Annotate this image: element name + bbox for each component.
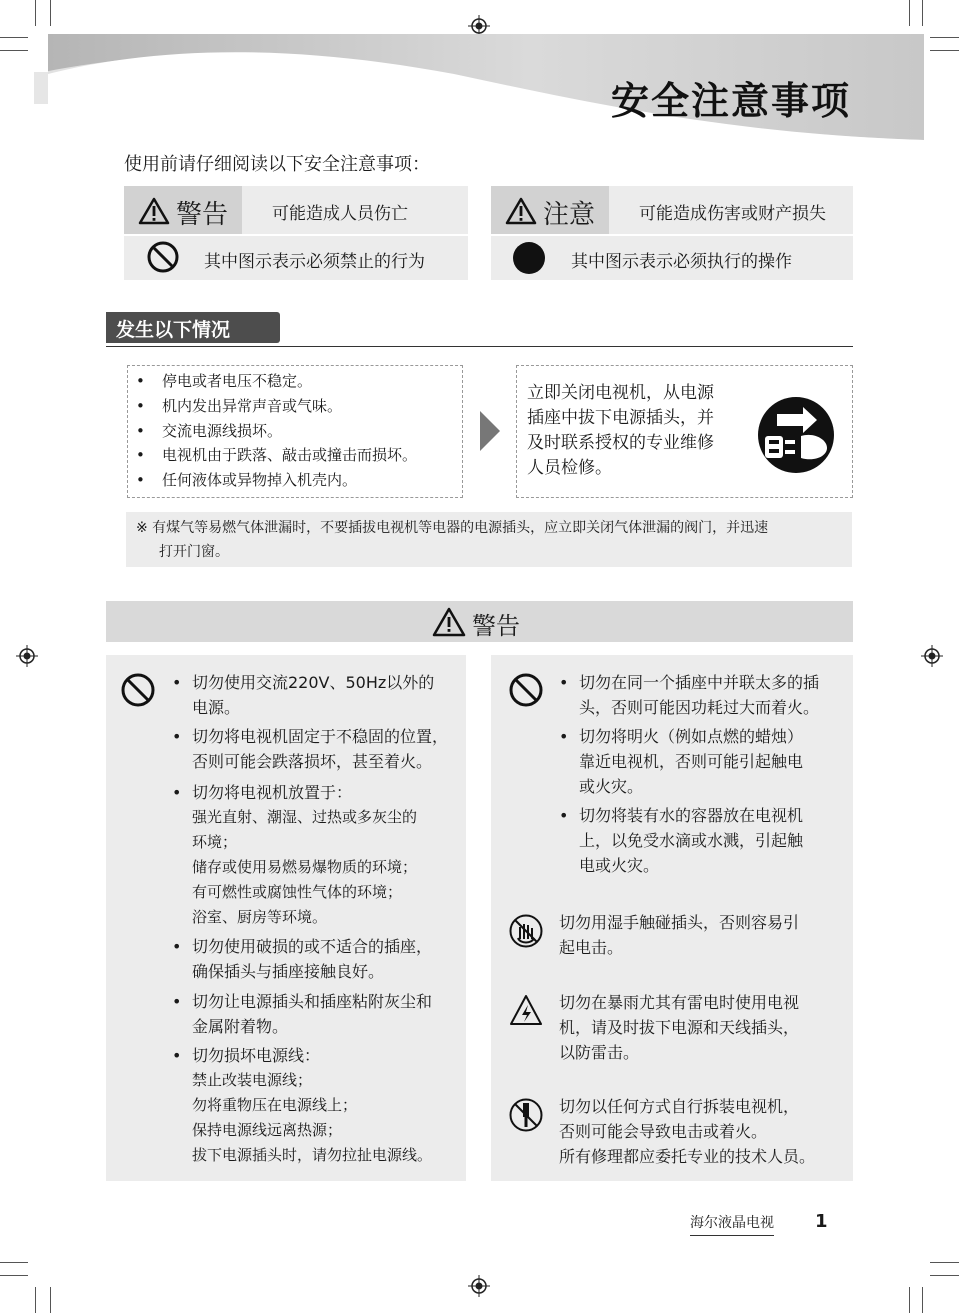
warning-section-bar	[106, 601, 853, 642]
list-item: • 切勿在同一个插座中并联太多的插 头，否则可能因功耗过大而着火。	[559, 670, 849, 720]
legend-warning-label	[124, 186, 242, 234]
crop-mark	[0, 50, 28, 51]
list-item: • 切勿损坏电源线： 禁止改装电源线； 勿将重物压在电源线上； 保持电源线远离热源； 拔下电源插头时，请勿拉扯电源线。	[172, 1043, 462, 1168]
prohibition-icon	[146, 240, 180, 274]
left-warning-list	[172, 670, 462, 1173]
legend-warning-title: 警告	[176, 200, 229, 230]
thunder-text: 切勿在暴雨尤其有雷电时使用电视 机，请及时拔下电源和天线插头， 以防雷击。	[559, 993, 800, 1062]
registration-mark-icon	[468, 1275, 490, 1297]
page-title: 安全注意事项	[610, 79, 851, 123]
lightning-warning-icon	[508, 993, 544, 1029]
situation-list	[128, 369, 462, 493]
action-text: 立即关闭电视机，从电源 插座中拔下电源插头，并 及时联系授权的专业维修 人员检修。	[527, 383, 714, 478]
legend-caution-desc: 可能造成伤害或财产损失	[639, 204, 826, 224]
unplug-icon	[757, 396, 835, 474]
list-item: • 电视机由于跌落、敲击或撞击而损坏。	[128, 443, 462, 468]
list-item: • 停电或者电压不稳定。	[128, 369, 462, 394]
list-item: • 切勿使用破损的或不适合的插座， 确保插头与插座接触良好。	[172, 934, 462, 984]
legend-prohibit-desc: 其中图示表示必须禁止的行为	[204, 252, 425, 272]
footer-brand: 海尔液晶电视	[690, 1212, 774, 1236]
crop-mark	[0, 1262, 28, 1263]
mandatory-action-icon	[512, 241, 546, 275]
crop-mark	[35, 1287, 36, 1313]
legend-caution-label	[491, 186, 609, 234]
list-item: • 切勿将电视机放置于： 强光直射、潮湿、过热或多灰尘的 环境； 储存或使用易燃易爆物质的环境； 有可燃性或腐蚀性气体的环境； 浴室、厨房等环境。	[172, 780, 462, 930]
list-item: • 切勿让电源插头和插座粘附灰尘和 金属附着物。	[172, 989, 462, 1039]
warning-right-panel	[491, 655, 853, 1181]
prohibition-icon	[120, 672, 156, 708]
crop-mark	[50, 0, 51, 26]
disassemble-text: 切勿以任何方式自行拆装电视机， 否则可能会导致电击或着火。 所有修理都应委托专业的技术人员。	[559, 1097, 816, 1166]
registration-mark-icon	[921, 645, 943, 667]
section-rule	[106, 346, 853, 347]
intro-text: 使用前请仔细阅读以下安全注意事项：	[124, 154, 430, 175]
crop-mark	[922, 1287, 923, 1313]
crop-mark	[35, 0, 36, 26]
list-item: • 切勿使用交流220V、50Hz以外的 电源。	[172, 670, 462, 720]
registration-mark-icon	[16, 645, 38, 667]
list-item: • 切勿将装有水的容器放在电视机 上，以免受水滴或水溅，引起触 电或火灾。	[559, 803, 849, 878]
section-heading: 发生以下情况	[106, 312, 280, 343]
gas-leak-note: ※ 有煤气等易燃气体泄漏时，不要插拔电视机等电器的电源插头，应立即关闭气体泄漏的阀门，并迅速 打开门窗。	[126, 512, 852, 567]
no-disassembly-icon	[508, 1097, 544, 1133]
list-item: • 切勿将电视机固定于不稳固的位置， 否则可能会跌落损坏，甚至着火。	[172, 724, 462, 774]
crop-mark	[909, 0, 910, 26]
situation-list-box	[127, 365, 463, 498]
list-item: • 机内发出异常声音或气味。	[128, 394, 462, 419]
right-warning-list	[559, 670, 849, 883]
crop-mark	[922, 0, 923, 26]
no-wet-hands-icon	[508, 913, 544, 949]
crop-mark	[930, 37, 959, 38]
legend-caution	[491, 186, 853, 280]
crop-mark	[930, 1262, 959, 1263]
legend-warning	[124, 186, 468, 280]
crop-mark	[50, 1287, 51, 1313]
crop-mark	[909, 1287, 910, 1313]
arrow-right-icon	[480, 411, 500, 451]
legend-warning-desc: 可能造成人员伤亡	[272, 204, 408, 224]
warning-triangle-icon	[432, 607, 466, 637]
legend-caution-title: 注意	[543, 200, 596, 230]
warning-section-title: 警告	[472, 612, 520, 640]
warning-triangle-icon	[138, 197, 170, 225]
crop-mark	[0, 37, 28, 38]
list-item: • 切勿将明火（例如点燃的蜡烛） 靠近电视机，否则可能引起触电 或火灾。	[559, 724, 849, 799]
legend-mandatory-desc: 其中图示表示必须执行的操作	[571, 252, 792, 272]
warning-triangle-icon	[505, 197, 537, 225]
page-number: 1	[815, 1211, 828, 1232]
list-item: • 任何液体或异物掉入机壳内。	[128, 468, 462, 493]
crop-mark	[930, 50, 959, 51]
action-box	[516, 365, 853, 498]
warning-left-panel	[106, 655, 466, 1181]
prohibition-icon	[508, 672, 544, 708]
wet-hands-text: 切勿用湿手触碰插头，否则容易引 起电击。	[559, 913, 800, 957]
crop-mark	[0, 1275, 28, 1276]
list-item: • 交流电源线损坏。	[128, 419, 462, 444]
crop-mark	[930, 1275, 959, 1276]
